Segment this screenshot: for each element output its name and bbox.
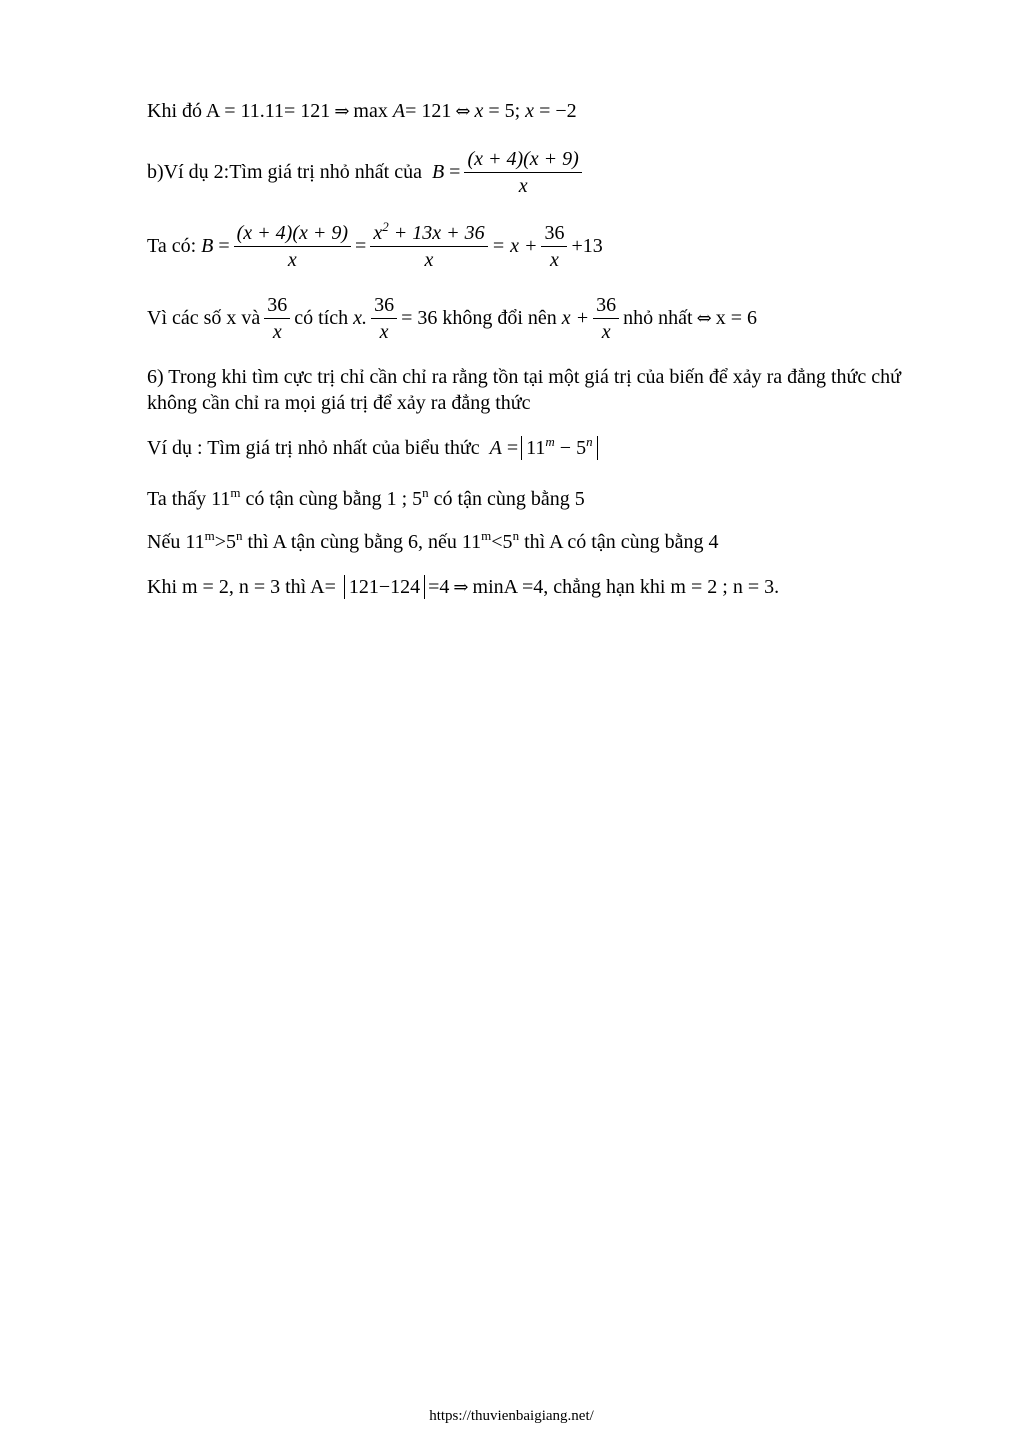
var-x1: x: [474, 100, 484, 122]
line3-text: Ta có:: [147, 235, 197, 257]
equals: =: [506, 436, 519, 459]
eq-minus-2: = −2: [539, 100, 577, 122]
fraction-2: [370, 219, 487, 271]
base-11: 11: [526, 437, 546, 459]
line7-text: [147, 485, 585, 511]
fraction-denominator: x: [379, 321, 389, 343]
fraction-b: [464, 148, 581, 197]
fraction-1-numerator: (x + 4)(x + 9): [234, 222, 351, 247]
line8-text: [147, 528, 719, 554]
fraction-denominator: x: [518, 175, 528, 197]
line8-part-4: <5: [491, 531, 513, 553]
paragraph-6: 6) Trong khi tìm cực trị chỉ cần chỉ ra rằng tồn tại một giá trị của biến để xảy ra đẳng thức chứ không cần chỉ ra mọi giá trị để xảy ra đẳng thức: [147, 366, 901, 414]
line8-exp-2: n: [235, 528, 243, 543]
line8-part-2: >5: [214, 531, 236, 553]
line2-text: b)Ví dụ 2:Tìm giá trị nhỏ nhất của: [147, 161, 422, 183]
fraction-1: [234, 222, 351, 271]
var-a: A: [392, 100, 406, 122]
line-khi-m: [147, 575, 779, 599]
x-plus: x +: [561, 307, 590, 329]
var-a: A: [489, 436, 502, 459]
fraction-36-x-2: [371, 294, 397, 343]
line-ta-thay: [147, 485, 585, 511]
line-max-a: [147, 100, 577, 123]
fraction-3-numerator: 36: [541, 222, 567, 247]
plus-13: +13: [571, 235, 603, 257]
absolute-value: [521, 436, 597, 460]
minus-5: − 5: [559, 437, 587, 459]
line8-exp-3: m: [481, 528, 492, 543]
max-label: max: [353, 100, 388, 122]
line7-part-3: có tận cùng bằng 5: [428, 488, 585, 510]
fraction-36-x-1: [264, 294, 290, 343]
fraction-1-denominator: x: [287, 249, 297, 271]
equals: =: [449, 161, 461, 183]
fraction-denominator: x: [601, 321, 611, 343]
line-neu: [147, 528, 719, 554]
fraction-2-numerator: [370, 219, 487, 247]
exponent-n: n: [586, 434, 593, 449]
eq-5: = 5;: [488, 100, 521, 122]
fraction-2-denominator: x: [424, 249, 434, 271]
var-b: B: [201, 235, 214, 257]
fraction-3: [541, 222, 567, 271]
line4-text-5: x = 6: [715, 307, 757, 329]
line9-text-1: Khi m = 2, n = 3 thì A=: [147, 575, 336, 598]
eq-121: = 121: [405, 100, 452, 122]
line4-text-2: có tích: [294, 307, 349, 329]
line9-text-2: =4: [428, 575, 450, 598]
fraction-2-rest: + 13x + 36: [393, 222, 485, 244]
line7-exp-1: m: [230, 485, 241, 500]
line7-exp-2: n: [422, 485, 429, 500]
line-example-2: [147, 148, 586, 197]
line-ta-co: [147, 219, 603, 271]
line6-text: Ví dụ : Tìm giá trị nhỏ nhất của biểu thức: [147, 436, 480, 459]
implies-symbol: ⇒: [453, 576, 469, 598]
equals-1: =: [218, 235, 230, 257]
absolute-value: 121−124: [344, 575, 425, 599]
line8-exp-4: n: [512, 528, 520, 543]
fraction-3-denominator: x: [550, 249, 559, 271]
line9-text-3: minA =4, chẳng hạn khi m = 2 ; n = 3.: [472, 575, 780, 598]
equals-2: =: [355, 235, 367, 257]
fraction-2-exponent: 2: [382, 219, 389, 234]
fraction-numerator: 36: [264, 294, 290, 319]
line8-exp-1: m: [204, 528, 215, 543]
implies-symbol: ⇒: [334, 101, 350, 122]
line-product: [147, 294, 757, 343]
line8-part-1: Nếu 11: [147, 531, 205, 553]
var-b: B: [431, 161, 445, 183]
exponent-m: m: [545, 434, 555, 449]
line7-part-2: có tận cùng bằng 1 ; 5: [240, 488, 423, 510]
iff-symbol: ⇔: [696, 308, 712, 329]
fraction-2-base: x: [373, 222, 383, 244]
line8-part-3: thì A tận cùng bằng 6, nếu 11: [242, 531, 482, 553]
line4-text-4: nhỏ nhất: [623, 307, 693, 329]
line8-part-5: thì A có tận cùng bằng 4: [519, 531, 719, 553]
var-x2: x: [525, 100, 535, 122]
line-example-abs: [147, 436, 601, 460]
fraction-numerator: (x + 4)(x + 9): [464, 148, 581, 173]
line4-text-1: Vì các số x và: [147, 307, 261, 329]
fraction-denominator: x: [272, 321, 282, 343]
line7-part-1: Ta thấy 11: [147, 488, 231, 510]
fraction-numerator: 36: [593, 294, 619, 319]
line4-text-3: = 36 không đổi nên: [401, 307, 557, 329]
footer-url: https://thuvienbaigiang.net/: [429, 1408, 594, 1424]
x-dot: x.: [353, 307, 368, 329]
fraction-numerator: 36: [371, 294, 397, 319]
fraction-36-x-3: [593, 294, 619, 343]
line1-text: Khi đó A = 11.11= 121: [147, 100, 331, 122]
iff-symbol: ⇔: [455, 101, 471, 122]
equals-3: = x +: [491, 235, 538, 257]
